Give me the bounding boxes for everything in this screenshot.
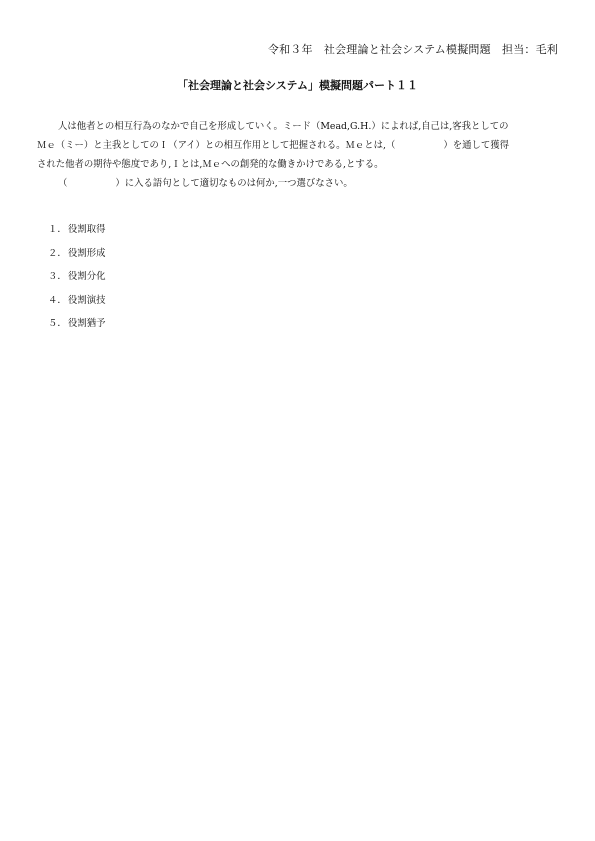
- choice-list: [48, 218, 106, 336]
- choice-number: １．: [48, 224, 67, 235]
- choice-number: ３．: [48, 271, 67, 282]
- question-line-2: [37, 136, 562, 155]
- document-title: 「社会理論と社会システム」模擬問題パート１１: [177, 79, 418, 92]
- choice-item: [48, 265, 106, 289]
- choice-item: [48, 289, 106, 313]
- choice-text: 役割分化: [68, 271, 106, 282]
- choice-text: 役割形成: [68, 247, 106, 259]
- question-line-2-start: Ｍｅ（ミー）と主我としてのＩ（アイ）との相互作用として把握される。Ｍｅとは,（: [37, 140, 396, 151]
- choice-text: 役割演技: [68, 294, 106, 306]
- choice-item: [48, 312, 106, 336]
- question-line-4-start: （: [58, 178, 68, 189]
- question-line-1: 人は他者との相互行為のなかで自己を形成していく。ミード（Mead,G.H.）によれば,自己は,客我としての: [58, 121, 509, 132]
- question-line-4-end: ）に入る語句として適切なものは何か,一つ選びなさい。: [115, 178, 353, 189]
- choice-item: [48, 242, 106, 266]
- question-text: [37, 117, 562, 193]
- document-header: 令和３年 社会理論と社会システム模擬問題 担当：毛利: [267, 43, 558, 56]
- choice-item: [48, 218, 106, 242]
- question-line-3: された他者の期待や態度であり,Ｉとは,Ｍｅへの創発的な働きかけである,とする。: [37, 159, 384, 170]
- choice-text: 役割取得: [68, 224, 106, 235]
- choice-number: ４．: [48, 294, 67, 306]
- choice-number: ２．: [48, 247, 67, 259]
- question-line-2-end: ）を通して獲得: [443, 140, 510, 151]
- question-line-4: [37, 174, 562, 193]
- choice-text: 役割猶予: [68, 318, 106, 329]
- choice-number: ５．: [48, 318, 67, 329]
